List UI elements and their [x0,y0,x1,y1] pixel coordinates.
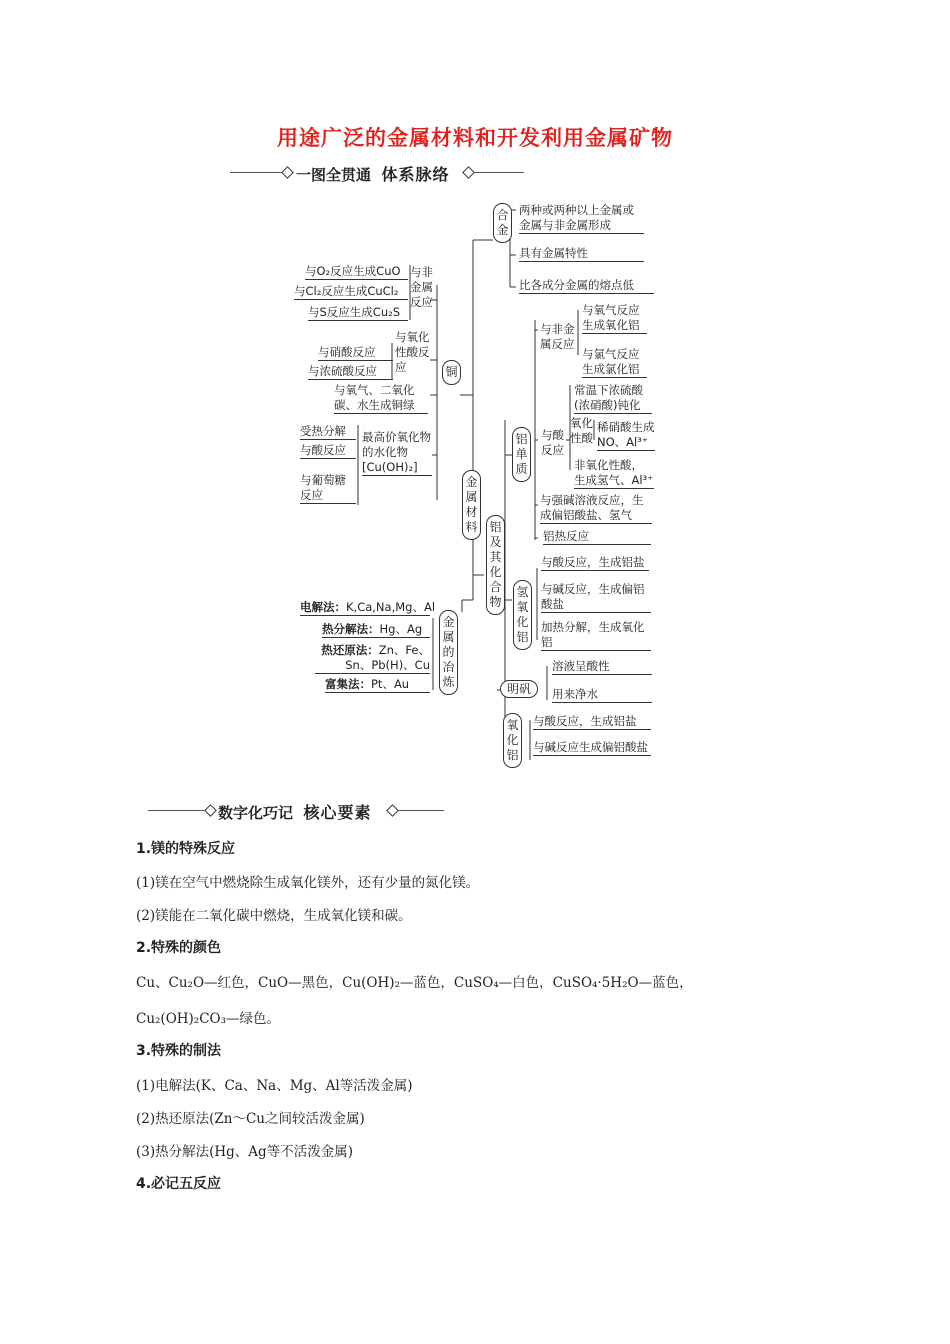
al-non-oxidizing-item: 非氧化性酸，生成氢气、Al³⁺ [574,458,654,487]
node-label: 明矾 [507,682,532,696]
section-line: (2)热还原法(Zn～Cu之间较活泼金属) [136,1111,365,1127]
banner-bold-label: 核心要素 [303,803,372,822]
smelting-method: 富集法： [325,677,371,691]
al-nonmetal-label: 与非金属反应 [540,322,575,351]
alloy-item: 两种或两种以上金属或金属与非金属形成 [519,203,644,234]
al-oxide-item: 与碱反应生成偏铝酸盐 [533,740,651,756]
node-copper [442,360,461,385]
section-banner-key-points [218,800,371,823]
banner-bold-label: 体系脉络 [381,165,450,184]
alloy-item: 具有金属特性 [519,246,644,262]
alum-item: 溶液呈酸性 [552,659,652,675]
section-heading: 4.必记五反应 [136,1176,222,1192]
al-thermite-item: 铝热反应 [543,529,651,545]
cu-nonmetal-label: 与非金属反应 [410,265,433,309]
al-nonmetal-item: 与氯气反应生成氯化铝 [582,347,647,378]
node-aluminum [512,427,531,482]
node-label: 合金 [496,208,509,237]
smelting-metals: Pt、Au [371,677,410,691]
node-label: 铝及其化合物 [489,520,502,609]
section-heading: 3.特殊的制法 [136,1043,222,1059]
cu-ox-acid-item: 与硝酸反应 [318,345,393,361]
smelting-item [322,622,430,638]
section-line: (2)镁能在二氧化碳中燃烧，生成氧化镁和碳。 [136,908,412,924]
smelting-item [315,643,430,674]
node-metal-smelting [439,610,458,695]
al-hydroxide-item: 与碱反应，生成偏铝酸盐 [541,582,651,613]
section-heading: 1.镁的特殊反应 [136,841,236,857]
al-hydroxide-item: 与酸反应，生成铝盐 [541,555,649,571]
node-aluminum-oxide [503,713,522,768]
alum-item: 用来净水 [552,687,652,703]
cu-hydroxide-item: 受热分解 [300,424,356,440]
section-line: Cu₂(OH)₂CO₃—绿色。 [136,1011,281,1027]
node-metal-materials [462,470,481,540]
smelting-metals: Zn、Fe、Sn、Pb(H)、Cu [345,643,430,672]
al-oxidizing-item: 稀硝酸生成NO、Al³⁺ [597,420,655,449]
al-acid-label: 与酸反应 [541,428,564,457]
cu-hydroxide-label: 最高价氧化物的水化物[Cu(OH)₂] [362,430,431,474]
banner-line-left [148,810,208,811]
node-aluminum-compounds [486,515,505,615]
section-line: (3)热分解法(Hg、Ag等不活泼金属) [136,1144,353,1160]
node-label: 氢氧化铝 [516,585,529,644]
smelting-item [325,677,430,693]
section-line: (1)电解法(K、Ca、Na、Mg、Al等活泼金属) [136,1078,413,1094]
smelting-item [300,600,436,616]
node-alloy [493,203,512,243]
al-hydroxide-item: 加热分解，生成氧化铝 [541,620,651,651]
cu-hydroxide-item: 与酸反应 [300,443,356,459]
banner-line-right [398,810,444,811]
node-alum [500,680,538,698]
al-oxide-item: 与酸反应，生成铝盐 [533,714,651,730]
node-label: 氧化铝 [506,718,519,762]
smelting-method: 电解法： [300,600,346,614]
page-title: 用途广泛的金属材料和开发利用金属矿物 [277,126,673,150]
banner-diamond-icon [386,804,399,817]
cu-hydroxide-item: 与葡萄糖反应 [300,473,356,504]
node-aluminum-hydroxide [513,580,532,650]
cu-nonmetal-item: 与Cl₂反应生成CuCl₂ [294,284,408,300]
section-line: (1)镁在空气中燃烧除生成氧化镁外，还有少量的氮化镁。 [136,875,480,891]
al-oxidizing-item: 常温下浓硫酸(浓硝酸)钝化 [574,383,652,414]
smelting-metals: Hg、Ag [379,622,423,636]
cu-ox-acid-item: 与浓硫酸反应 [308,364,393,380]
alloy-item: 比各成分金属的熔点低 [519,278,654,294]
cu-patina-item: 与氧气、二氧化碳、水生成铜绿 [334,383,428,414]
cu-nonmetal-item: 与O₂反应生成CuO [305,264,408,280]
section-heading: 2.特殊的颜色 [136,940,222,956]
smelting-metals: K,Ca,Na,Mg、Al [346,600,436,614]
node-label: 铝单质 [515,432,528,476]
al-oxidizing-acid-label: 氧化性酸 [570,416,593,445]
banner-diamond-icon [204,804,217,817]
banner-label: 一图全贯通 [296,166,372,184]
banner-label: 数字化巧记 [218,804,294,822]
al-alkali-item: 与强碱溶液反应，生成偏铝酸盐、氢气 [540,493,652,524]
node-label: 铜 [445,365,458,379]
section-line: Cu、Cu₂O—红色，CuO—黑色，Cu(OH)₂—蓝色，CuSO₄—白色，CuSO₄·5H₂O—蓝色， [136,975,693,991]
node-label: 金属材料 [465,475,478,534]
al-nonmetal-item: 与氧气反应生成氧化铝 [582,303,647,334]
node-label: 金属的冶炼 [442,615,455,689]
cu-ox-acid-label: 与氧化性酸反应 [395,330,430,374]
smelting-method: 热分解法： [322,622,380,636]
smelting-method: 热还原法： [321,643,379,657]
cu-nonmetal-item: 与S反应生成Cu₂S [308,305,408,321]
